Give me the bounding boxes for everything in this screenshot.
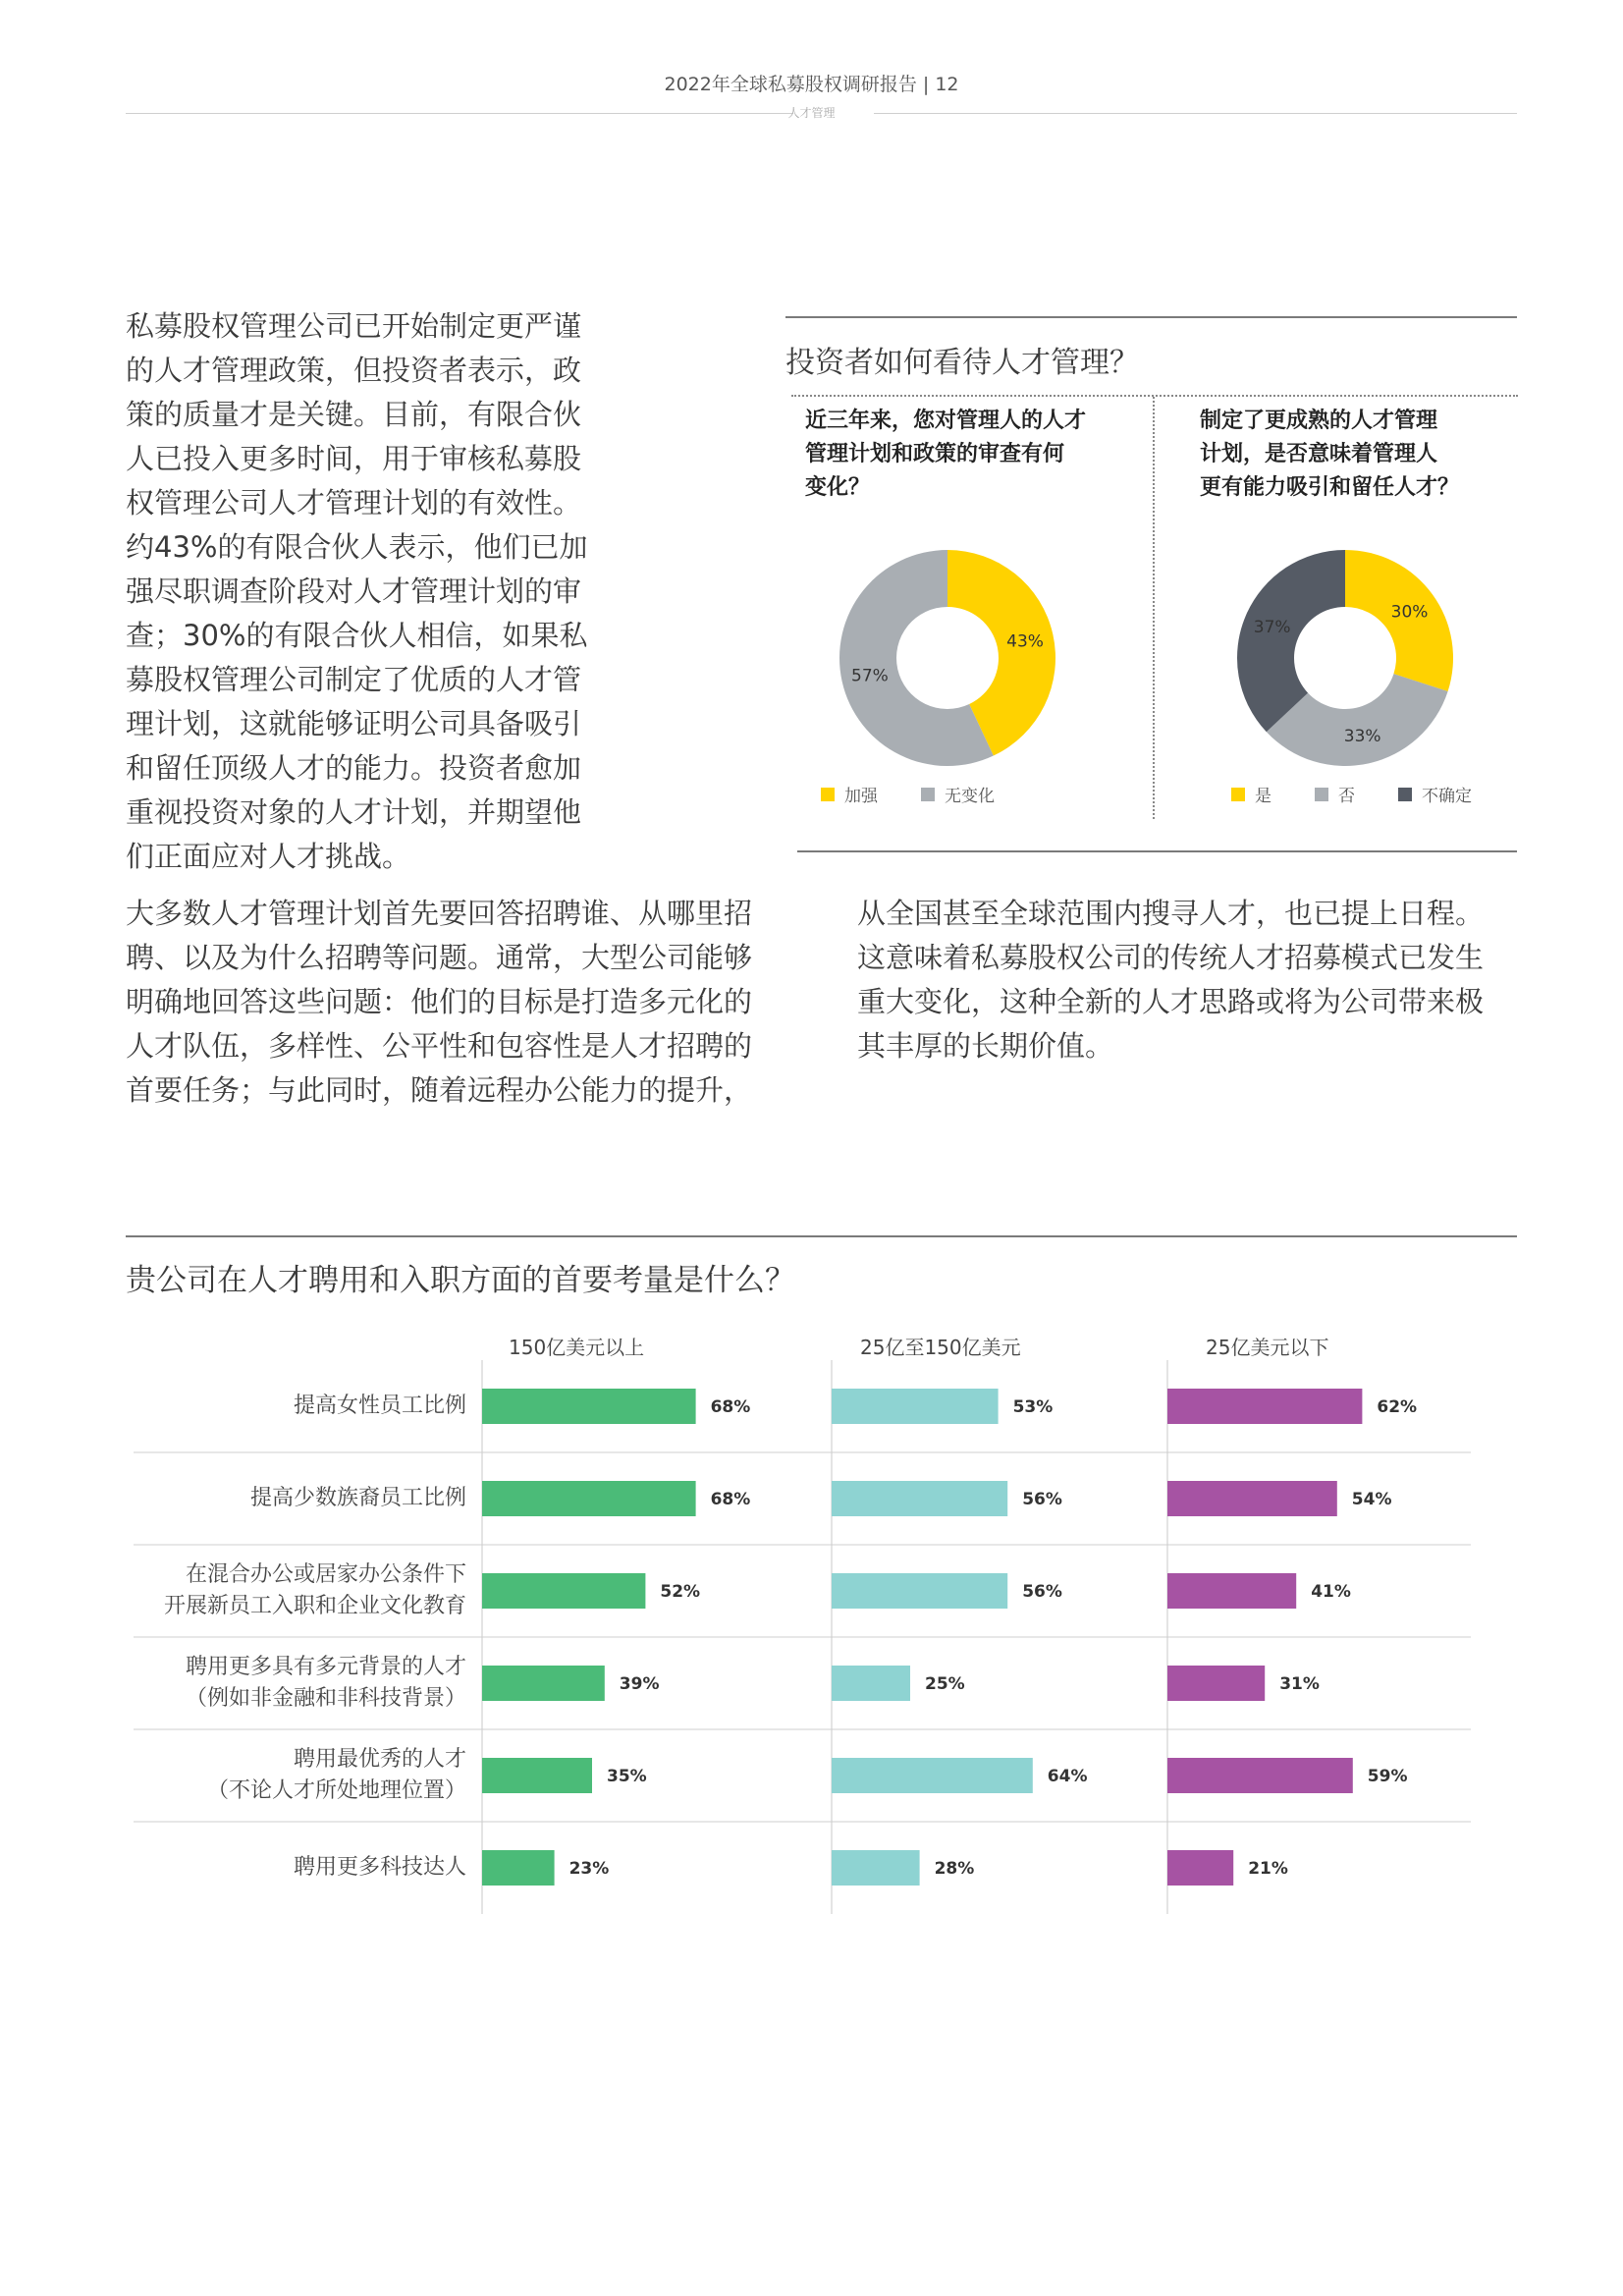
bar <box>1167 1850 1233 1886</box>
paragraph-line: 这意味着私募股权公司的传统人才招募模式已发生 <box>857 941 1485 974</box>
header-title: 2022年全球私募股权调研报告 | 12 <box>664 74 959 95</box>
bar <box>832 1481 1007 1516</box>
sidebar-top-rule <box>785 316 1517 318</box>
paragraph-line: 理计划，这就能够证明公司具备吸引 <box>126 707 582 740</box>
paragraph-line: 权管理公司人才管理计划的有效性。 <box>126 486 582 519</box>
legend-label: 加强 <box>844 787 878 806</box>
paragraph-line: 人已投入更多时间，用于审核私募股 <box>126 442 582 475</box>
legend-label: 是 <box>1255 787 1271 806</box>
bar <box>832 1758 1033 1793</box>
bar-category-line: 开展新员工入职和企业文化教育 <box>163 1594 466 1618</box>
pie2-chart <box>1227 540 1463 776</box>
bar-value-label: 59% <box>1367 1767 1408 1786</box>
middle-right-text <box>857 892 1525 1068</box>
pie-slice-label: 30% <box>1390 602 1429 623</box>
paragraph-line: 聘、以及为什么招聘等问题。通常，大型公司能够 <box>126 941 753 974</box>
legend-item <box>1231 782 1271 806</box>
paragraph-line: 首要任务；与此同时，随着远程办公能力的提升， <box>126 1073 753 1107</box>
pie-slice-label: 43% <box>1006 631 1044 652</box>
bar-series-header-1: 150亿美元以上 <box>509 1336 645 1359</box>
left-text-block <box>126 304 617 879</box>
bar-value-label: 23% <box>568 1859 610 1879</box>
bar-category-line: 聘用最优秀的人才 <box>293 1747 466 1772</box>
legend-label: 否 <box>1338 787 1355 806</box>
pie-slice-label: 37% <box>1253 617 1291 637</box>
bar <box>482 1758 592 1793</box>
legend-swatch <box>1231 788 1245 801</box>
legend-label: 无变化 <box>945 787 995 806</box>
question-line: 管理计划和政策的审查有何 <box>805 442 1065 466</box>
bar-value-label: 56% <box>1022 1582 1062 1602</box>
bar <box>482 1850 555 1886</box>
bar-category-line: 聘用更多科技达人 <box>293 1855 466 1880</box>
paragraph-line: 查；30%的有限合伙人相信，如果私 <box>126 619 588 652</box>
paragraph-line: 重视投资对象的人才计划，并期望他 <box>126 795 582 829</box>
question-line: 计划，是否意味着管理人 <box>1200 442 1438 466</box>
pie1-legend <box>821 782 995 806</box>
bar-value-label: 56% <box>1022 1490 1062 1509</box>
paragraph-line: 约43%的有限合伙人表示，他们已加 <box>126 530 588 564</box>
legend-item <box>821 782 878 806</box>
pie1-chart <box>830 540 1065 776</box>
bar-value-label: 41% <box>1311 1582 1351 1602</box>
bar-value-label: 64% <box>1047 1767 1088 1786</box>
sidebar-dotted-rule <box>791 395 1518 397</box>
bar <box>1167 1481 1337 1516</box>
paragraph-line: 大多数人才管理计划首先要回答招聘谁、从哪里招 <box>126 897 753 930</box>
legend-item <box>1398 782 1472 806</box>
bar-value-label: 62% <box>1377 1397 1418 1417</box>
bar <box>1167 1758 1353 1793</box>
paragraph-line: 明确地回答这些问题：他们的目标是打造多元化的 <box>126 985 753 1018</box>
bar <box>832 1573 1007 1609</box>
bar-category-line: （不论人才所处地理位置） <box>206 1778 466 1803</box>
bar <box>1167 1573 1296 1609</box>
paragraph-line: 们正面应对人才挑战。 <box>126 840 411 873</box>
paragraph-line: 策的质量才是关键。目前，有限合伙 <box>126 398 582 431</box>
bar-value-label: 54% <box>1351 1490 1392 1509</box>
paragraph-line: 其丰厚的长期价值。 <box>857 1029 1114 1063</box>
bar-series-header-3: 25亿美元以下 <box>1206 1336 1329 1359</box>
legend-swatch <box>921 788 935 801</box>
pie1-question <box>805 405 1139 505</box>
bar-section-rule <box>126 1235 1517 1237</box>
pie-slice <box>1237 550 1345 732</box>
bar <box>482 1389 696 1424</box>
bar <box>482 1666 605 1701</box>
bar-value-label: 28% <box>934 1859 975 1879</box>
middle-left-text <box>126 892 774 1113</box>
paragraph-line: 募股权管理公司制定了优质的人才管 <box>126 663 582 696</box>
paragraph-line: 强尽职调查阶段对人才管理计划的审 <box>126 574 582 608</box>
pie2-question <box>1200 405 1514 505</box>
bar-value-label: 25% <box>925 1674 965 1694</box>
sidebar-dotted-divider <box>1153 397 1155 819</box>
bar-category-line: 在混合办公或居家办公条件下 <box>185 1562 466 1587</box>
pie2-legend <box>1231 782 1472 806</box>
bar-category-line: （例如非金融和非科技背景） <box>185 1686 466 1711</box>
bar <box>482 1573 645 1609</box>
bar-chart <box>126 1360 1520 1920</box>
paragraph-line: 人才队伍，多样性、公平性和包容性是人才招聘的 <box>126 1029 753 1063</box>
bar-value-label: 53% <box>1012 1397 1054 1417</box>
bar-series-header-2: 25亿至150亿美元 <box>860 1336 1021 1359</box>
question-line: 近三年来，您对管理人的人才 <box>805 409 1087 433</box>
paragraph-line: 重大变化，这种全新的人才思路或将为公司带来极 <box>857 985 1485 1018</box>
bar-chart-title: 贵公司在人才聘用和入职方面的首要考量是什么？ <box>126 1263 795 1298</box>
sidebar-bottom-rule <box>797 850 1517 852</box>
bar-value-label: 21% <box>1248 1859 1288 1879</box>
question-line: 变化？ <box>805 475 871 500</box>
bar-category-line: 聘用更多具有多元背景的人才 <box>185 1655 466 1679</box>
bar-value-label: 39% <box>619 1674 660 1694</box>
legend-label: 不确定 <box>1422 787 1472 806</box>
legend-swatch <box>1315 788 1328 801</box>
header-subtitle: 人才管理 <box>787 106 836 120</box>
legend-swatch <box>821 788 835 801</box>
bar <box>832 1389 999 1424</box>
bar <box>1167 1666 1265 1701</box>
question-line: 更有能力吸引和留任人才？ <box>1200 475 1460 500</box>
sidebar-title: 投资者如何看待人才管理？ <box>785 346 1139 380</box>
legend-item <box>921 782 995 806</box>
bar <box>482 1481 696 1516</box>
paragraph-line: 从全国甚至全球范围内搜寻人才，也已提上日程。 <box>857 897 1485 930</box>
question-line: 制定了更成熟的人才管理 <box>1200 409 1438 433</box>
legend-item <box>1315 782 1355 806</box>
pie-slice-label: 57% <box>851 666 889 686</box>
legend-swatch <box>1398 788 1412 801</box>
bar-category-line: 提高女性员工比例 <box>293 1394 466 1418</box>
pie-slice-label: 33% <box>1343 727 1381 747</box>
bar <box>832 1666 910 1701</box>
bar <box>1167 1389 1362 1424</box>
bar-value-label: 52% <box>660 1582 701 1602</box>
bar-value-label: 35% <box>607 1767 647 1786</box>
bar-value-label: 68% <box>710 1397 751 1417</box>
bar-value-label: 68% <box>710 1490 751 1509</box>
bar-category-line: 提高少数族裔员工比例 <box>249 1486 466 1510</box>
paragraph-line: 和留任顶级人才的能力。投资者愈加 <box>126 751 582 785</box>
bar-value-label: 31% <box>1279 1674 1320 1694</box>
bar <box>832 1850 920 1886</box>
paragraph-line: 私募股权管理公司已开始制定更严谨 <box>126 309 582 343</box>
paragraph-line: 的人才管理政策，但投资者表示，政 <box>126 354 582 387</box>
